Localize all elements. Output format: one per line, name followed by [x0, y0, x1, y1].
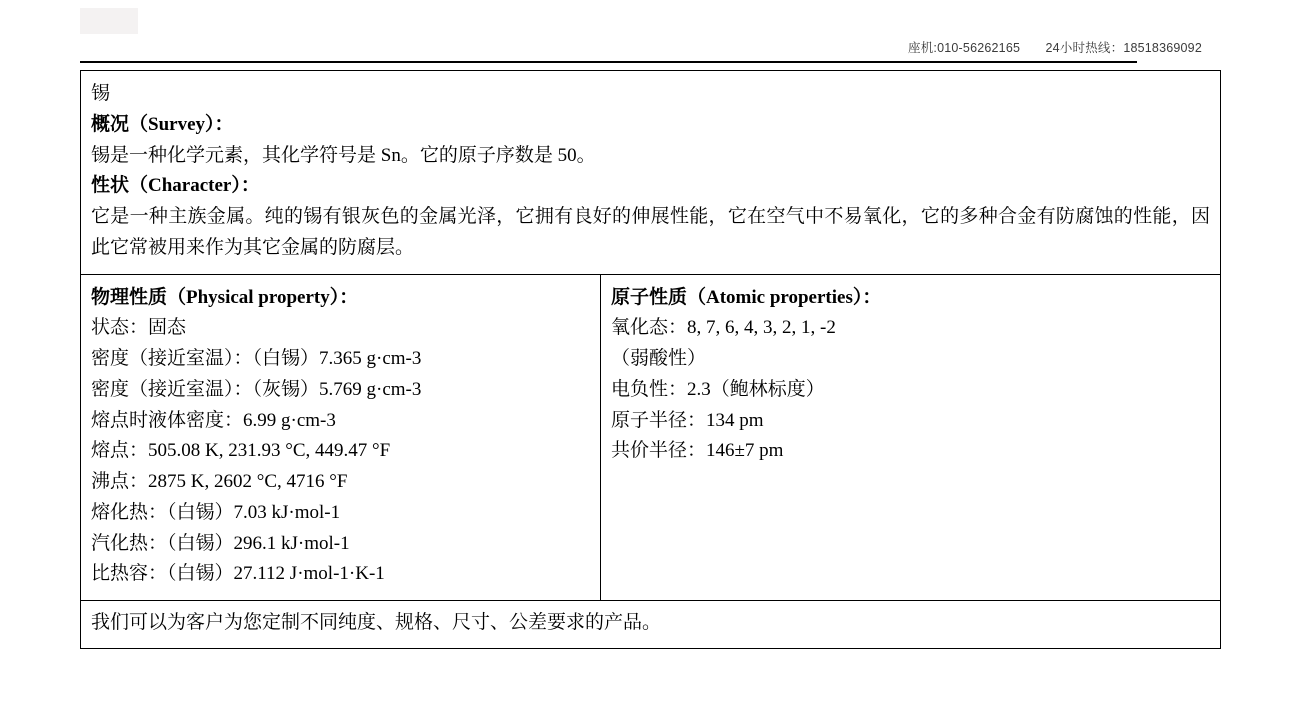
atomic-line: 原子半径：134 pm — [611, 409, 764, 431]
survey-text: 锡是一种化学元素，其化学符号是 Sn。它的原子序数是 50。 — [91, 144, 596, 166]
atomic-heading: 原子性质（Atomic properties）： — [611, 286, 882, 308]
atomic-line: 氧化态：8, 7, 6, 4, 3, 2, 1, -2 — [611, 317, 836, 339]
physical-line: 密度（接近室温）：（白锡）7.365 g·cm-3 — [91, 348, 422, 370]
atomic-line: 电负性：2.3（鲍林标度） — [611, 378, 825, 400]
product-info-table — [80, 70, 1221, 649]
header-divider — [80, 61, 1137, 63]
atomic-property-cell — [601, 274, 1221, 601]
physical-line: 状态：固态 — [91, 317, 187, 339]
atomic-line: 共价半径：146±7 pm — [611, 440, 784, 462]
table-row-overview — [81, 71, 1221, 275]
physical-line: 比热容：（白锡）27.112 J·mol-1·K-1 — [91, 563, 385, 585]
survey-heading: 概况（Survey）： — [91, 113, 234, 135]
physical-property-cell — [81, 274, 601, 601]
page-header — [80, 8, 1220, 56]
physical-line: 汽化热：（白锡）296.1 kJ·mol-1 — [91, 532, 350, 554]
phone-label: 座机:010-56262165 — [908, 41, 1021, 55]
table-row-footer — [81, 601, 1221, 649]
character-text: 它是一种主族金属。纯的锡有银灰色的金属光泽，它拥有良好的伸展性能，它在空气中不易氧化，它的多种合金有防腐蚀的性能，因此它常被用来作为其它金属的防腐层。 — [91, 206, 1211, 258]
company-logo — [80, 8, 138, 34]
product-title: 锡 — [91, 83, 111, 104]
table-row-properties — [81, 274, 1221, 601]
character-heading: 性状（Character）： — [91, 175, 260, 197]
physical-line: 熔点：505.08 K, 231.93 °C, 449.47 °F — [91, 440, 391, 462]
physical-line: 熔点时液体密度：6.99 g·cm-3 — [91, 409, 336, 431]
hotline-label: 24小时热线：18518369092 — [1045, 41, 1202, 55]
footer-note-cell — [81, 601, 1221, 649]
physical-line: 密度（接近室温）：（灰锡）5.769 g·cm-3 — [91, 378, 422, 400]
physical-line: 沸点：2875 K, 2602 °C, 4716 °F — [91, 471, 348, 493]
atomic-line: （弱酸性） — [611, 348, 707, 370]
header-contact-info — [908, 38, 1202, 56]
footer-note: 我们可以为客户为您定制不同纯度、规格、尺寸、公差要求的产品。 — [91, 612, 662, 634]
physical-heading: 物理性质（Physical property）： — [91, 286, 359, 308]
overview-cell — [81, 71, 1221, 275]
physical-line: 熔化热：（白锡）7.03 kJ·mol-1 — [91, 501, 341, 523]
